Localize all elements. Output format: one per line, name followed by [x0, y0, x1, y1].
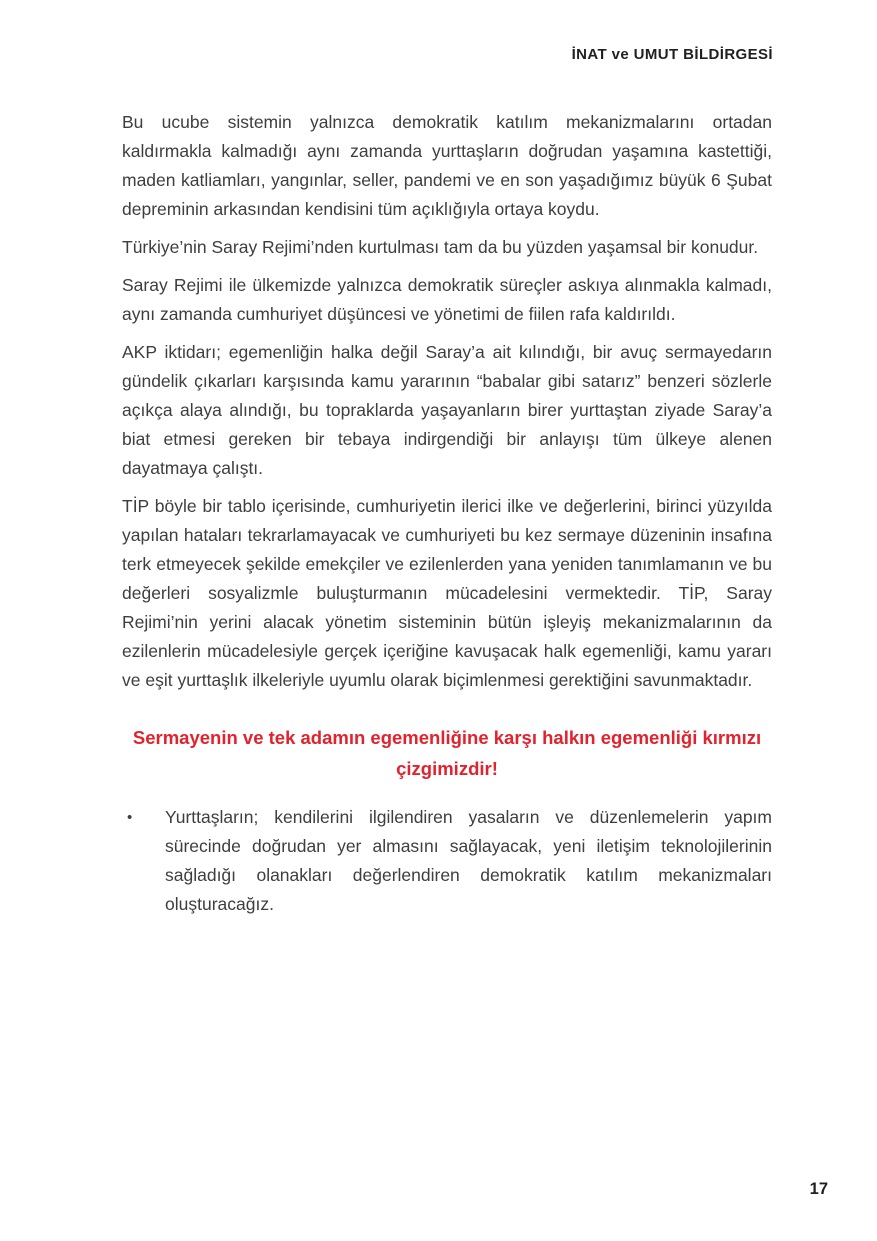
- running-header: İNAT ve UMUT BİLDİRGESİ: [571, 46, 773, 63]
- paragraph: Türkiye’nin Saray Rejimi’nden kurtulması tam da bu yüzden yaşamsal bir konudur.: [122, 237, 759, 257]
- bullet-text: Yurttaşların; kendilerini ilgilendiren yasaların ve düzenlemelerin yapım sürecinde doğrudan yer almasını sağlayacak, yeni iletişim teknolojilerinin sağladığı olanakları değerlendiren demokratik katılım mekanizmaları oluşturacağız.: [165, 807, 772, 914]
- bullet-list: [122, 803, 772, 919]
- section-heading-red: Sermayenin ve tek adamın egemenliğine karşı halkın egemenliği kırmızı çizgimizdir!: [132, 727, 762, 779]
- list-item: [122, 803, 772, 919]
- bullet-icon: •: [127, 809, 133, 826]
- page-content: [122, 108, 772, 928]
- paragraph: Bu ucube sistemin yalnızca demokratik katılım mekanizmalarını ortadan kaldırmakla kalmadığı aynı zamanda yurttaşların doğrudan yaşamına kastettiği, maden katliamları, yangınlar, seller, pandemi ve en son yaşadığımız büyük 6 Şubat depreminin arkasından kendisini tüm açıklığıyla ortaya koydu.: [122, 112, 772, 219]
- paragraph: Saray Rejimi ile ülkemizde yalnızca demokratik süreçler askıya alınmakla kalmadı, aynı zamanda cumhuriyet düşüncesi ve yönetimi de fiilen rafa kaldırıldı.: [122, 275, 772, 324]
- page-number: 17: [809, 1180, 828, 1198]
- paragraph: AKP iktidarı; egemenliğin halka değil Saray’a ait kılındığı, bir avuç sermayedarın gündelik çıkarları karşısında kamu yararının “babalar gibi satarız” benzeri sözlerle açıkça alaya alındığı, bu topraklarda yaşayanların birer yurttaştan ziyade Saray’a biat etmesi gereken bir tebaya indirgendiği bir anlayışı tüm ülkeye alenen dayatmaya çalıştı.: [122, 342, 772, 478]
- paragraph: TİP böyle bir tablo içerisinde, cumhuriyetin ilerici ilke ve değerlerini, birinci yüzyılda yapılan hataları tekrarlamayacak ve cumhuriyeti bu kez sermaye düzeninin insafına terk etmeyecek şekilde emekçiler ve ezilenlerden yana yeniden tanımlamanın ve bu değerleri sosyalizmle buluşturmanın mücadelesini vermektedir. TİP, Saray Rejimi’nin yerini alacak yönetim sisteminin bütün işleyiş mekanizmalarının da ezilenlerin mücadelesiyle gerçek içeriğine kavuşacak halk egemenliği, kamu yararı ve eşit yurttaşlık ilkeleriyle uyumlu olarak biçimlenmesi gerektiğini savunmaktadır.: [122, 496, 772, 690]
